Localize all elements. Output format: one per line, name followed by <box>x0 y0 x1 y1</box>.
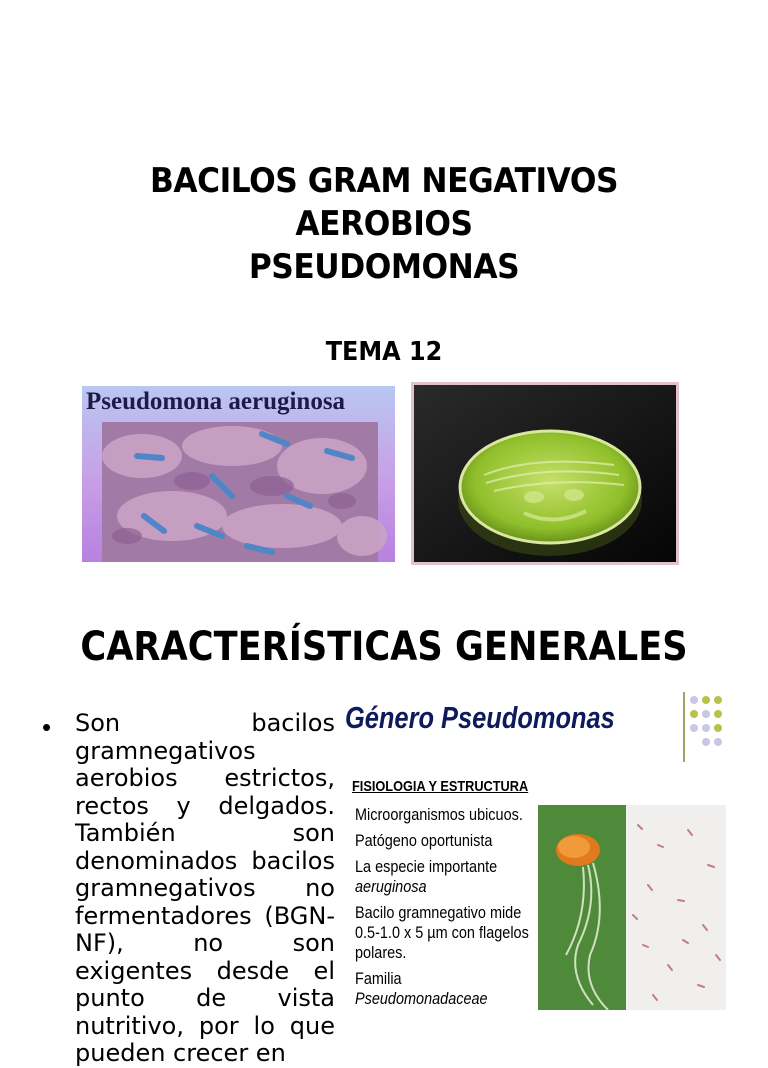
bacteria-micrograph-image <box>82 386 395 562</box>
figure-item: 0.5-1.0 x 5 µm con flagelos <box>355 923 529 942</box>
microscopy-illustration <box>538 805 726 1010</box>
decorative-dots <box>690 696 730 752</box>
figure-item: polares. <box>355 943 407 962</box>
dot-icon <box>702 738 710 746</box>
figure-item: La especie importante <box>355 857 498 876</box>
title-line-2: AEROBIOS <box>295 204 473 244</box>
figure-item: Patógeno oportunista <box>355 831 493 850</box>
decorative-divider <box>683 692 685 762</box>
bullet-marker: • <box>42 712 52 742</box>
figure-header: Género Pseudomonas <box>345 700 615 735</box>
dot-icon <box>690 696 698 704</box>
figure-item-italic: Pseudomonadaceae <box>355 989 488 1008</box>
bacteria-microscopy-image <box>538 805 726 1010</box>
micrograph-caption: Pseudomona aeruginosa <box>86 388 346 415</box>
bullet-paragraph: Son bacilos gramnegativos aerobios estrictos, rectos y delgados. También son denominados bacilos gramnegativos no fermentadores (BGN-NF), no son exigentes desde el punto de vista nutritivo, por lo que pueden crecer en <box>75 709 335 1067</box>
dot-icon <box>702 724 710 732</box>
slide1-subtitle: TEMA 12 <box>325 337 443 367</box>
figure-section-title: FISIOLOGIA Y ESTRUCTURA <box>352 778 529 795</box>
dot-icon <box>690 710 698 718</box>
title-line-3: PSEUDOMONAS <box>248 247 520 287</box>
figure-item: Microorganismos ubicuos. <box>355 805 523 824</box>
petri-dish-illustration <box>414 385 676 562</box>
figure-item: Familia <box>355 969 402 988</box>
dot-icon <box>714 738 722 746</box>
dot-icon <box>702 696 710 704</box>
dot-icon <box>714 696 722 704</box>
dot-icon <box>690 724 698 732</box>
figure-item-italic: aeruginosa <box>355 877 427 896</box>
slide2-title: CARACTERÍSTICAS GENERALES <box>80 624 688 670</box>
petri-dish-image <box>411 382 679 565</box>
slide1-title <box>31 160 738 289</box>
dot-icon <box>714 710 722 718</box>
title-line-1: BACILOS GRAM NEGATIVOS <box>149 161 619 201</box>
dot-icon <box>702 710 710 718</box>
dot-icon <box>714 724 722 732</box>
figure-item: Bacilo gramnegativo mide <box>355 903 522 922</box>
figure-item-list <box>355 805 529 1015</box>
